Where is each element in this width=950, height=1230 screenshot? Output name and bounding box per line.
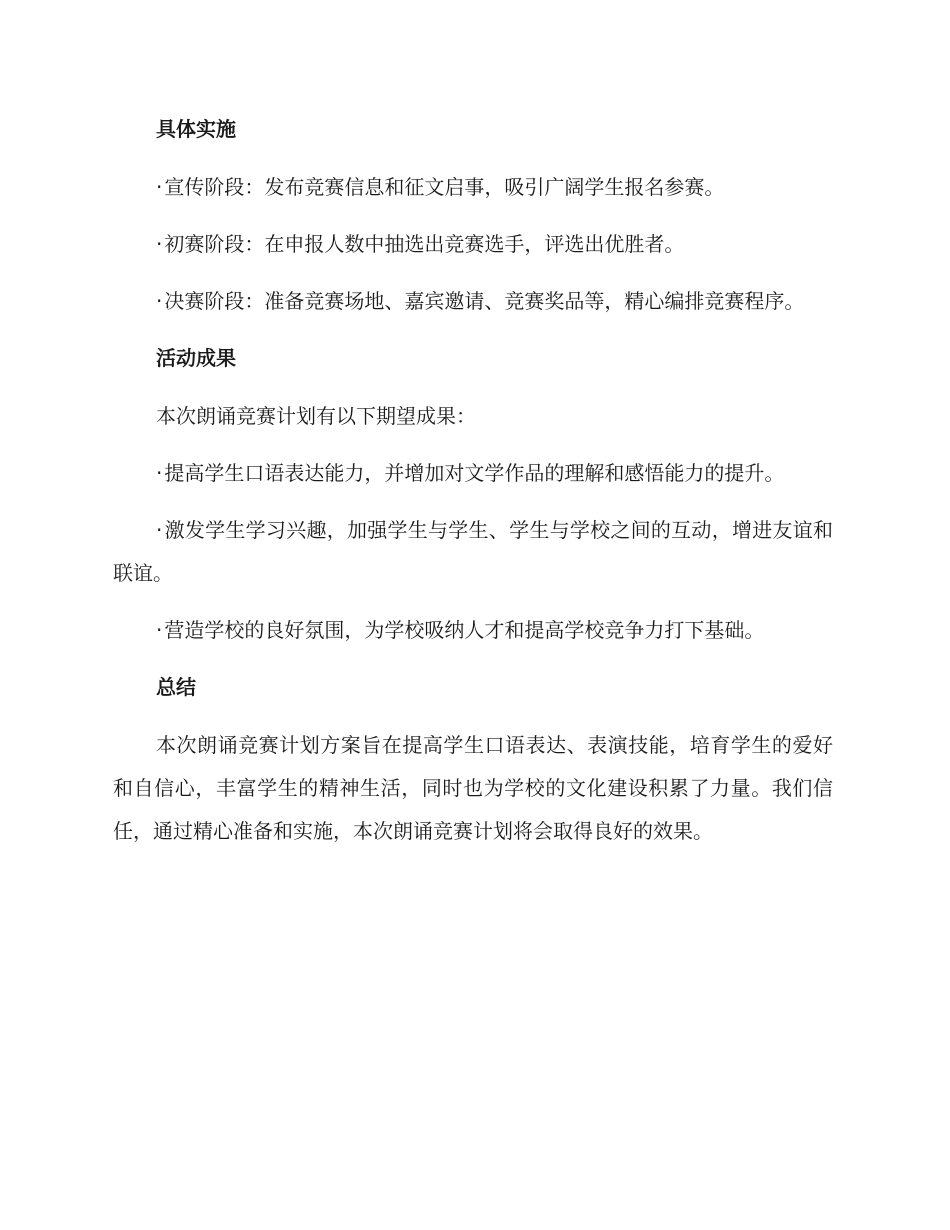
section-heading-summary: 总结 [156, 675, 196, 699]
bullet-dot-icon: · [156, 175, 163, 199]
paragraph: 本次朗诵竞赛计划方案旨在提高学生口语表达、表演技能，培育学生的爱好和自信心，丰富学生的精神生活，同时也为学校的文化建设积累了力量。我们信任，通过精心准备和实施，本次朗诵竞赛计划将会取得良好的效果。 [113, 733, 833, 843]
bullet-item [113, 280, 833, 323]
section-heading-implementation: 具体实施 [156, 117, 236, 141]
document-page [113, 108, 833, 867]
bullet-text: 宣传阶段：发布竞赛信息和征文启事，吸引广阔学生报名参赛。 [164, 175, 725, 199]
bullet-item [113, 166, 833, 209]
paragraph: 本次朗诵竞赛计划有以下期望成果： [156, 404, 476, 428]
bullet-dot-icon: · [156, 618, 163, 642]
bullet-item [113, 609, 833, 652]
bullet-item [113, 509, 833, 595]
bullet-text: 提高学生口语表达能力，并增加对文学作品的理解和感悟能力的提升。 [164, 461, 785, 485]
bullet-text: 营造学校的良好氛围，为学校吸纳人才和提高学校竞争力打下基础。 [164, 618, 765, 642]
bullet-item [113, 223, 833, 266]
bullet-dot-icon: · [156, 518, 163, 542]
bullet-dot-icon: · [156, 461, 163, 485]
bullet-text: 决赛阶段：准备竞赛场地、嘉宾邀请、竞赛奖品等，精心编排竞赛程序。 [164, 289, 805, 313]
bullet-dot-icon: · [156, 289, 163, 313]
bullet-item [113, 452, 833, 495]
section-heading-results: 活动成果 [156, 346, 236, 370]
bullet-text: 激发学生学习兴趣，加强学生与学生、学生与学校之间的互动，增进友谊和联谊。 [113, 518, 833, 585]
bullet-text: 初赛阶段：在申报人数中抽选出竞赛选手，评选出优胜者。 [164, 232, 685, 256]
bullet-dot-icon: · [156, 232, 163, 256]
